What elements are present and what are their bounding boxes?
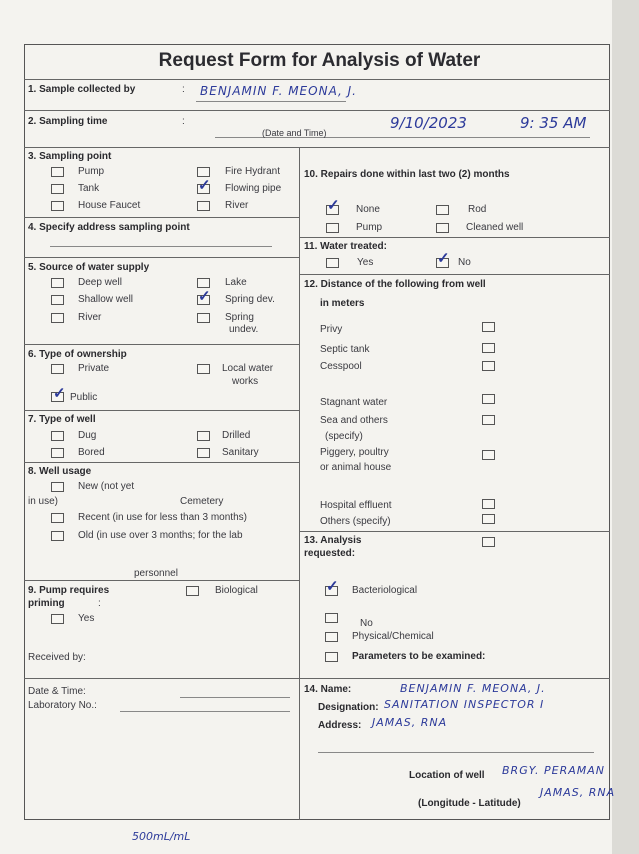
rule <box>299 531 610 532</box>
laboratory-no-label: Laboratory No.: <box>28 700 97 711</box>
s12-hospital: Hospital effluent <box>320 500 392 511</box>
collector-name: BENJAMIN F. MEONA, J. <box>200 84 357 98</box>
s5-springund2: undev. <box>229 324 259 335</box>
sampling-date: 9/10/2023 <box>390 114 467 132</box>
s8-old: Old (in use over 3 months; for the lab <box>78 530 243 541</box>
house-faucet-checkbox[interactable] <box>51 201 64 211</box>
s3-label: 3. Sampling point <box>28 151 112 162</box>
s12-sea2: (specify) <box>325 431 363 442</box>
s5-river: River <box>78 312 102 323</box>
location-label: Location of well <box>409 770 485 781</box>
new-checkbox[interactable] <box>51 482 64 492</box>
s7-bored: Bored <box>78 447 105 458</box>
s12-septic: Septic tank <box>320 344 370 355</box>
s8-new2: in use) <box>28 496 59 507</box>
s12-stagnant: Stagnant water <box>320 397 388 408</box>
sampling-time: 9: 35 AM <box>520 114 587 132</box>
date-time-hint: (Date and Time) <box>262 128 327 138</box>
old-checkbox[interactable] <box>51 531 64 541</box>
s3-pump: Pump <box>78 166 105 177</box>
s10-pump: Pump <box>356 222 383 233</box>
s12-label2: in meters <box>320 298 365 309</box>
underline <box>318 752 594 753</box>
s3-house: House Faucet <box>78 200 141 211</box>
fire-hydrant-checkbox[interactable] <box>197 167 210 177</box>
s13-physical: Physical/Chemical <box>352 631 434 642</box>
river-source-checkbox[interactable] <box>51 313 64 323</box>
s3-flowing: Flowing pipe <box>225 183 282 194</box>
underline <box>50 246 272 247</box>
s12-label: 12. Distance of the following from well <box>304 279 486 290</box>
s1-colon: : <box>182 84 185 95</box>
check-mark-icon: ✓ <box>53 385 66 402</box>
deep-well-checkbox[interactable] <box>51 278 64 288</box>
lake-checkbox[interactable] <box>197 278 210 288</box>
s13-bacterio: Bacteriological <box>352 585 418 596</box>
s9-label2: priming <box>28 598 65 609</box>
s1-label: 1. Sample collected by <box>28 84 136 95</box>
s11-yes: Yes <box>357 257 374 268</box>
rule <box>24 344 299 345</box>
septic-tank-box[interactable] <box>482 343 495 353</box>
s8-new1: New (not yet <box>78 481 135 492</box>
footer-note: 500mL/mL <box>132 830 191 843</box>
s7-drilled: Drilled <box>222 430 251 441</box>
location-value-1: BRGY. PERAMAN <box>502 764 606 777</box>
s9-label: 9. Pump requires <box>28 585 110 596</box>
address-value: JAMAS, RNA <box>372 716 448 729</box>
s5-springund1: Spring <box>225 312 254 323</box>
repair-pump-checkbox[interactable] <box>326 223 339 233</box>
pump-checkbox[interactable] <box>51 167 64 177</box>
rule <box>299 237 610 238</box>
s13-params: Parameters to be examined: <box>352 651 486 662</box>
rule <box>299 274 610 275</box>
designation-label: Designation: <box>318 702 379 713</box>
s13-no: No <box>360 618 373 629</box>
others-box[interactable] <box>482 514 495 524</box>
s8-personnel: personnel <box>134 568 178 579</box>
analysis-box[interactable] <box>482 537 495 547</box>
biological-checkbox[interactable] <box>186 586 199 596</box>
s12-cesspool: Cesspool <box>320 361 362 372</box>
cleaned-well-checkbox[interactable] <box>436 223 449 233</box>
s12-piggery2: or animal house <box>320 462 392 473</box>
underline <box>196 101 346 102</box>
treated-yes-checkbox[interactable] <box>326 258 339 268</box>
s7-dug: Dug <box>78 430 97 441</box>
physical-chemical-checkbox[interactable] <box>325 632 338 642</box>
location-value-2: JAMAS, RNA <box>540 786 616 799</box>
stagnant-water-box[interactable] <box>482 394 495 404</box>
s6-private: Private <box>78 363 110 374</box>
rule <box>24 79 610 80</box>
s10-none: None <box>356 204 380 215</box>
s5-deep: Deep well <box>78 277 122 288</box>
s11-no: No <box>458 257 471 268</box>
s6-local2: works <box>232 376 259 387</box>
s4-label: 4. Specify address sampling point <box>28 222 190 233</box>
rule <box>24 147 610 148</box>
s12-piggery1: Piggery, poultry <box>320 447 389 458</box>
cesspool-box[interactable] <box>482 361 495 371</box>
s2-label: 2. Sampling time <box>28 116 108 127</box>
parameters-checkbox[interactable] <box>325 652 338 662</box>
rule <box>24 580 299 581</box>
check-mark-icon: ✓ <box>327 197 340 214</box>
s14-name-label: 14. Name: <box>304 684 352 695</box>
shallow-well-checkbox[interactable] <box>51 295 64 305</box>
hospital-effluent-box[interactable] <box>482 499 495 509</box>
s6-local1: Local water <box>222 363 274 374</box>
s8-recent: Recent (in use for less than 3 months) <box>78 512 247 523</box>
rule <box>24 217 299 218</box>
s9-colon: : <box>98 598 101 609</box>
s12-privy: Privy <box>320 324 343 335</box>
column-divider <box>299 147 300 820</box>
tank-checkbox[interactable] <box>51 184 64 194</box>
s7-label: 7. Type of well <box>28 414 96 425</box>
s12-sea1: Sea and others <box>320 415 388 426</box>
s6-label: 6. Type of ownership <box>28 349 127 360</box>
piggery-box[interactable] <box>482 450 495 460</box>
longitude-latitude-label: (Longitude - Latitude) <box>418 798 521 809</box>
rule <box>24 678 610 679</box>
check-mark-icon: ✓ <box>437 250 450 267</box>
s12-others: Others (specify) <box>320 516 391 527</box>
page-edge <box>612 0 639 854</box>
date-time-label: Date & Time: <box>28 686 86 697</box>
s8-cemetery: Cemetery <box>180 496 224 507</box>
river-checkbox[interactable] <box>197 201 210 211</box>
s7-sanitary: Sanitary <box>222 447 259 458</box>
check-mark-icon: ✓ <box>326 578 339 595</box>
repair-rod-checkbox[interactable] <box>436 205 449 215</box>
local-water-works-checkbox[interactable] <box>197 364 210 374</box>
spring-undev-checkbox[interactable] <box>197 313 210 323</box>
address-label: Address: <box>318 720 362 731</box>
s9-biological: Biological <box>215 585 258 596</box>
s3-tank: Tank <box>78 183 100 194</box>
s5-springdev: Spring dev. <box>225 294 275 305</box>
rule <box>24 257 299 258</box>
underline <box>180 697 290 698</box>
s8-label: 8. Well usage <box>28 466 92 477</box>
s3-river: River <box>225 200 249 211</box>
s10-label: 10. Repairs done within last two (2) months <box>304 169 510 180</box>
s6-public: Public <box>70 392 98 403</box>
bored-checkbox[interactable] <box>51 448 64 458</box>
s13-label: 13. Analysis <box>304 535 362 546</box>
sanitary-checkbox[interactable] <box>197 448 210 458</box>
form-title: Request Form for Analysis of Water <box>158 50 481 71</box>
sea-box[interactable] <box>482 415 495 425</box>
privy-box[interactable] <box>482 322 495 332</box>
s5-label: 5. Source of water supply <box>28 262 150 273</box>
s10-cleaned: Cleaned well <box>466 222 524 233</box>
private-checkbox[interactable] <box>51 364 64 374</box>
recent-checkbox[interactable] <box>51 513 64 523</box>
underline <box>120 711 290 712</box>
pump-yes-checkbox[interactable] <box>51 614 64 624</box>
check-mark-icon: ✓ <box>198 288 211 305</box>
s11-label: 11. Water treated: <box>304 241 387 252</box>
inspector-name: BENJAMIN F. MEONA, J. <box>400 682 546 695</box>
rule <box>24 462 299 463</box>
s10-rod: Rod <box>468 204 487 215</box>
drilled-checkbox[interactable] <box>197 431 210 441</box>
designation-value: SANITATION INSPECTOR I <box>384 698 545 711</box>
s5-lake: Lake <box>225 277 247 288</box>
s13-label2: requested: <box>304 548 356 559</box>
s2-colon: : <box>182 116 185 127</box>
analysis-no-checkbox[interactable] <box>325 613 338 623</box>
s3-hydrant: Fire Hydrant <box>225 166 281 177</box>
dug-checkbox[interactable] <box>51 431 64 441</box>
rule <box>24 110 610 111</box>
received-by-label: Received by: <box>28 652 86 663</box>
check-mark-icon: ✓ <box>198 177 211 194</box>
s5-shallow: Shallow well <box>78 294 134 305</box>
rule <box>24 410 299 411</box>
s9-yes: Yes <box>78 613 95 624</box>
